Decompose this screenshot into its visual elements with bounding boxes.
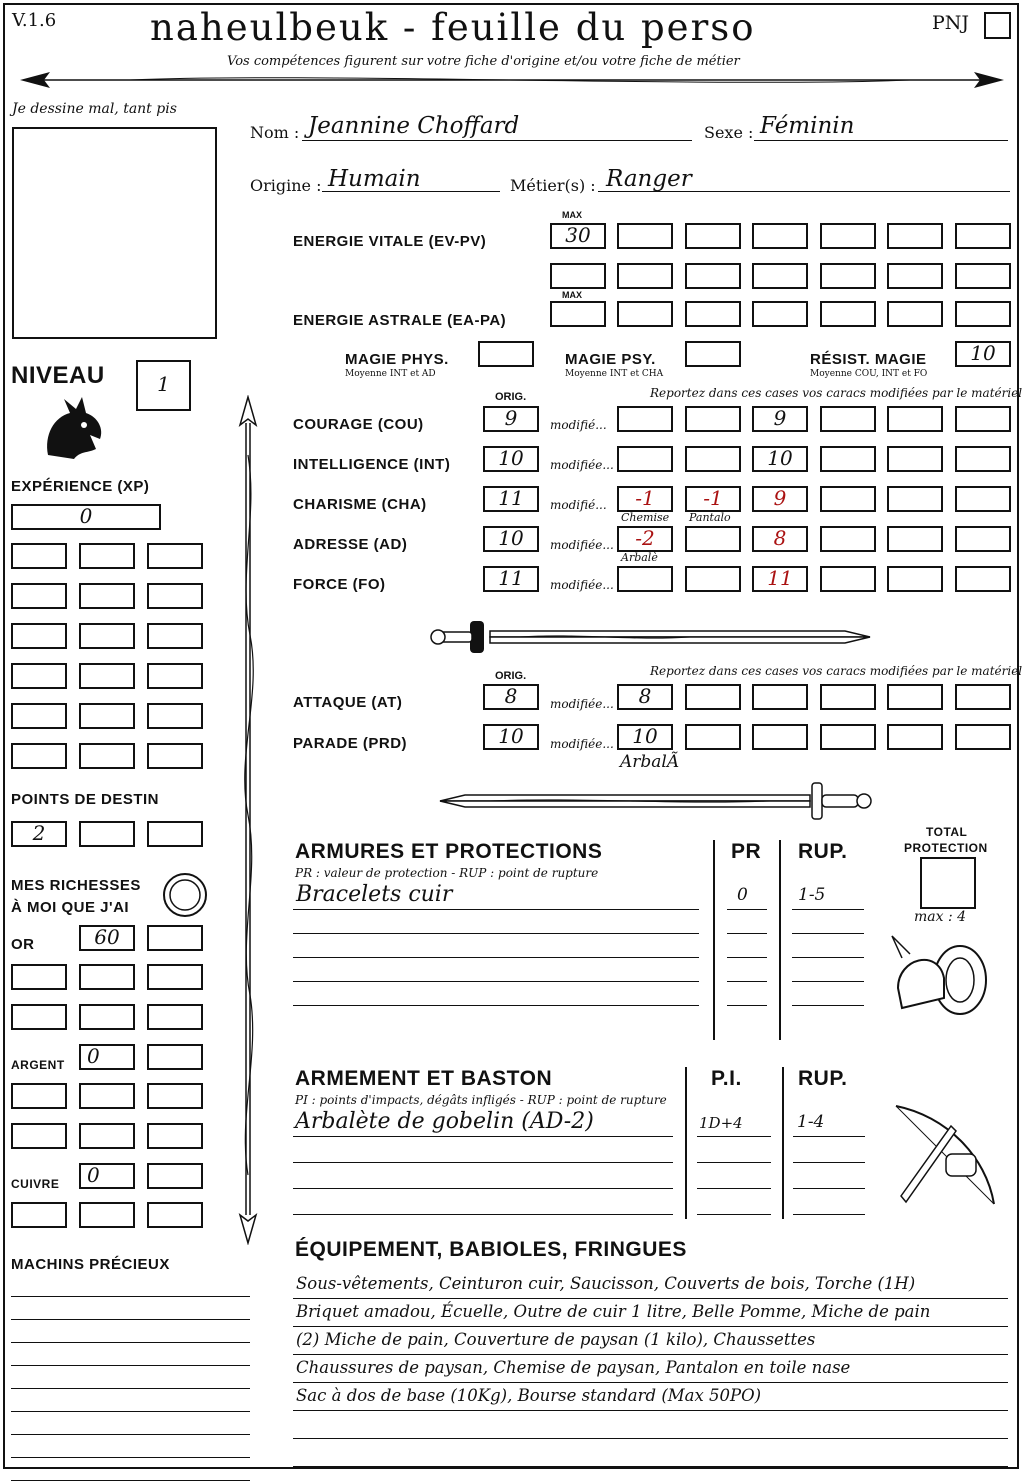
carac-mod-box[interactable] [887,566,943,592]
ea-box-5[interactable] [820,301,876,327]
attaque-mod-value: 8 [638,684,652,708]
caracs-report-note: Reportez dans ces cases vos caracs modifiées par le matériel [650,386,1023,400]
sword-divider-1 [430,615,875,659]
parade-extra-box[interactable] [955,724,1011,750]
xp-grid-box[interactable] [11,663,67,689]
equip-line[interactable] [293,1382,1008,1383]
arme-line[interactable] [293,1214,673,1215]
ev-max-label: MAX [562,210,582,220]
ev-row2-box-3[interactable] [685,263,741,289]
parade-orig-value: 10 [498,724,524,748]
money-box[interactable] [147,1004,203,1030]
ev-box-3[interactable] [685,223,741,249]
xp-grid-box[interactable] [79,743,135,769]
carac-mod-box-value: -1 [635,486,655,510]
armure-line[interactable] [293,909,699,910]
attaque-mod-box[interactable] [617,684,673,710]
metier-label: Métier(s) : [510,176,596,195]
carac-orig-box-value: 11 [498,566,524,590]
armure-line[interactable] [293,957,699,958]
destin-box-1[interactable] [11,821,67,847]
or-box[interactable] [79,925,135,951]
equipement-title: ÉQUIPEMENT, BABIOLES, FRINGUES [295,1238,687,1261]
parade-extra-box[interactable] [752,724,808,750]
carac-orig-box[interactable] [483,486,539,512]
xp-value: 0 [79,504,93,528]
richesses-label-2: À MOI QUE J'AI [11,899,130,916]
carac-mod-box[interactable] [955,526,1011,552]
armures-pr-label: PR [731,840,762,863]
carac-mod-box[interactable] [617,566,673,592]
carac-mod-box[interactable] [752,446,808,472]
ea-box-4[interactable] [752,301,808,327]
carac-mod-box[interactable] [820,526,876,552]
or-box-2[interactable] [147,925,203,951]
machins-line[interactable] [11,1457,250,1458]
sexe-value[interactable]: Féminin [760,113,855,139]
dragon-icon [40,395,108,465]
carac-mod-box-value: 8 [773,526,787,550]
equip-line[interactable] [293,1326,1008,1327]
carac-mod-box[interactable] [820,566,876,592]
armure-pr-line[interactable] [727,909,767,910]
money-box[interactable] [79,1004,135,1030]
argent-box-2[interactable] [147,1044,203,1070]
carac-mod-label: modifié... [550,498,607,512]
armement-pi-label: P.I. [711,1067,742,1090]
destin-label: POINTS DE DESTIN [11,791,160,808]
armure-pr-line[interactable] [727,981,767,982]
cuivre-value: 0 [87,1163,100,1187]
magie-phys-note: Moyenne INT et AD [345,369,436,379]
armure-pr-line[interactable] [727,1005,767,1006]
portrait-caption: Je dessine mal, tant pis [12,101,177,117]
carac-orig-box-value: 10 [498,446,524,470]
ev-row2-box-2[interactable] [617,263,673,289]
resist-magie-box[interactable] [955,341,1011,367]
arme-line[interactable] [293,1162,673,1163]
armement-divider-2 [782,1067,784,1219]
carac-orig-box-value: 10 [498,526,524,550]
carac-mod-box[interactable] [685,566,741,592]
carac-label: INTELLIGENCE (INT) [293,456,451,473]
carac-label: ADRESSE (AD) [293,536,408,553]
money-box[interactable] [79,1123,135,1149]
ev-box-7[interactable] [955,223,1011,249]
origine-value[interactable]: Humain [328,166,421,192]
xp-grid-box[interactable] [11,623,67,649]
attaque-orig-value: 8 [504,684,518,708]
armure-rup-line[interactable] [792,1005,864,1006]
equip-line[interactable] [293,1438,1008,1439]
carac-mod-box-value: -2 [635,526,655,550]
carac-mod-box-value: 9 [773,486,787,510]
machins-line[interactable] [11,1296,250,1297]
parade-label: PARADE (PRD) [293,735,408,752]
equip-line[interactable] [293,1466,1008,1467]
parade-mod-value: 10 [632,724,658,748]
armure-line[interactable] [293,1005,699,1006]
weapons-icon [886,1096,1006,1216]
carac-label: CHARISME (CHA) [293,496,427,513]
carac-mod-box[interactable] [955,566,1011,592]
armement-divider-1 [685,1067,687,1219]
equip-text[interactable]: Chaussures de paysan, Chemise de paysan, Pantalon en toile nase [296,1358,851,1377]
ev-row2-box-7[interactable] [955,263,1011,289]
attaque-extra-box[interactable] [820,684,876,710]
or-label: OR [11,936,35,953]
armure-pr-line[interactable] [727,957,767,958]
armure-pr-line[interactable] [727,933,767,934]
ea-box-3[interactable] [685,301,741,327]
parade-extra-box[interactable] [820,724,876,750]
xp-grid-box[interactable] [147,743,203,769]
richesses-label-1: MES RICHESSES [11,877,141,894]
machins-line[interactable] [11,1319,250,1320]
carac-mod-note: Pantalo [689,511,731,524]
money-box[interactable] [79,1202,135,1228]
attaque-extra-box[interactable] [887,684,943,710]
attaque-mod-label: modifiée... [550,697,614,711]
ev-row2-box-6[interactable] [887,263,943,289]
xp-grid-box[interactable] [147,623,203,649]
carac-mod-box[interactable] [752,486,808,512]
argent-label: ARGENT [11,1058,65,1072]
machins-line[interactable] [11,1388,250,1389]
armure-name[interactable]: Bracelets cuir [296,882,453,907]
money-box[interactable] [147,1083,203,1109]
arme-pi-line[interactable] [697,1188,771,1189]
cuivre-box-2[interactable] [147,1163,203,1189]
or-value: 60 [94,925,120,949]
top-arrow-divider [10,68,1014,92]
carac-mod-label: modifié... [550,418,607,432]
carac-mod-box[interactable] [887,406,943,432]
equip-text[interactable]: Sac à dos de base (10Kg), Bourse standard (Max 50PO) [296,1386,762,1405]
xp-grid-box[interactable] [11,703,67,729]
pnj-label: PNJ [932,12,970,34]
xp-grid-box[interactable] [11,743,67,769]
money-box[interactable] [11,1123,67,1149]
xp-label: EXPÉRIENCE (XP) [11,478,150,495]
sexe-label: Sexe : [704,123,754,142]
armement-rup-label: RUP. [798,1067,848,1090]
xp-grid-box[interactable] [11,543,67,569]
ev-row2-box-1[interactable] [550,263,606,289]
armures-note: PR : valeur de protection - RUP : point de rupture [295,866,599,880]
carac-mod-box[interactable] [887,486,943,512]
carac-mod-box[interactable] [820,446,876,472]
coin-icon [160,870,210,920]
equip-text[interactable]: (2) Miche de pain, Couverture de paysan (1 kilo), Chaussettes [296,1330,816,1349]
arme-pi-line[interactable] [697,1214,771,1215]
caracs-orig-label: ORIG. [495,391,527,403]
xp-grid-box[interactable] [11,583,67,609]
armures-divider-2 [779,840,781,1040]
carac-mod-box[interactable] [955,486,1011,512]
money-box[interactable] [147,1123,203,1149]
arme-name[interactable]: Arbalète de gobelin (AD-2) [295,1109,594,1134]
machins-line[interactable] [11,1342,250,1343]
money-box[interactable] [11,1202,67,1228]
carac-mod-label: modifiée... [550,538,614,552]
attaque-label: ATTAQUE (AT) [293,694,403,711]
equip-line[interactable] [293,1354,1008,1355]
carac-orig-box[interactable] [483,526,539,552]
machins-label: MACHINS PRÉCIEUX [11,1256,170,1273]
carac-mod-note: Arbalè [621,551,658,564]
parade-mod-box[interactable] [617,724,673,750]
ea-label: ENERGIE ASTRALE (EA-PA) [293,312,507,329]
niveau-value: 1 [157,372,170,396]
resist-magie-note: Moyenne COU, INT et FO [810,369,928,379]
armement-title: ARMEMENT ET BASTON [295,1067,553,1090]
ea-box-6[interactable] [887,301,943,327]
xp-grid-box[interactable] [79,623,135,649]
xp-grid-box[interactable] [147,703,203,729]
total-protection-max: max : 4 [914,909,967,925]
helmet-shield-icon [888,928,998,1028]
equip-line[interactable] [293,1410,1008,1411]
carac-mod-note: Chemise [621,511,670,524]
total-protection-box[interactable] [920,857,976,909]
ev-box-5[interactable] [820,223,876,249]
carac-orig-box[interactable] [483,446,539,472]
origine-underline [322,191,500,192]
sword-divider-2 [430,779,875,823]
xp-grid-box[interactable] [147,663,203,689]
equip-line[interactable] [293,1298,1008,1299]
attaque-extra-box[interactable] [752,684,808,710]
ev-row2-box-5[interactable] [820,263,876,289]
carac-mod-box[interactable] [955,406,1011,432]
ev-row2-box-4[interactable] [752,263,808,289]
version-label: V.1.6 [12,10,57,31]
ev-label: ENERGIE VITALE (EV-PV) [293,233,487,250]
magie-psy-note: Moyenne INT et CHA [565,369,664,379]
carac-mod-box[interactable] [820,406,876,432]
parade-extra-box[interactable] [685,724,741,750]
pnj-checkbox[interactable] [984,12,1011,39]
attaque-extra-box[interactable] [685,684,741,710]
xp-grid-box[interactable] [79,663,135,689]
xp-grid-box[interactable] [147,543,203,569]
ea-box-1[interactable] [550,301,606,327]
machins-line[interactable] [11,1411,250,1412]
sheet-subtitle: Vos compétences figurent sur votre fiche d'origine et/ou votre fiche de métier [227,54,740,69]
destin-value: 2 [32,821,46,845]
carac-mod-box-value: 10 [767,446,793,470]
armure-rup-line[interactable] [792,933,864,934]
carac-mod-box[interactable] [617,406,673,432]
magie-psy-label: MAGIE PSY. [565,351,656,368]
argent-box[interactable] [79,1044,135,1070]
attaque-extra-box[interactable] [955,684,1011,710]
total-protection-label-1: TOTAL [926,825,968,839]
nom-label: Nom : [250,123,300,142]
armement-note: PI : points d'impacts, dégâts infligés - RUP : point de rupture [295,1093,667,1107]
armure-rup-line[interactable] [792,957,864,958]
resist-magie-label: RÉSIST. MAGIE [810,351,927,368]
armure-rup[interactable]: 1-5 [798,885,826,905]
destin-box-3[interactable] [147,821,203,847]
parade-extra-box[interactable] [887,724,943,750]
money-box[interactable] [11,964,67,990]
carac-mod-box[interactable] [955,446,1011,472]
cuivre-label: CUIVRE [11,1177,60,1191]
machins-line[interactable] [11,1365,250,1366]
parade-mod-note: ArbalÃ [620,752,680,772]
carac-label: COURAGE (COU) [293,416,424,433]
ev-max-box[interactable] [550,223,606,249]
carac-orig-box[interactable] [483,406,539,432]
spear-divider [228,395,268,1245]
arme-pi[interactable]: 1D+4 [699,1114,743,1132]
attaque-orig-box[interactable] [483,684,539,710]
machins-line[interactable] [11,1434,250,1435]
armure-pr[interactable]: 0 [737,885,748,905]
carac-mod-box[interactable] [752,526,808,552]
carac-mod-box[interactable] [685,526,741,552]
ea-box-7[interactable] [955,301,1011,327]
xp-grid-box[interactable] [79,543,135,569]
carac-mod-box[interactable] [820,486,876,512]
parade-orig-box[interactable] [483,724,539,750]
money-box[interactable] [79,964,135,990]
carac-mod-box[interactable] [752,406,808,432]
magie-phys-box[interactable] [478,341,534,367]
armures-divider-1 [713,840,715,1040]
armures-title: ARMURES ET PROTECTIONS [295,840,603,863]
argent-value: 0 [87,1044,100,1068]
carac-label: FORCE (FO) [293,576,386,593]
arme-line[interactable] [293,1136,673,1137]
carac-mod-box[interactable] [685,486,741,512]
money-box[interactable] [79,1083,135,1109]
portrait-box[interactable] [12,127,217,339]
arme-rup-line[interactable] [793,1162,865,1163]
combat-report-note: Reportez dans ces cases vos caracs modifiées par le matériel [650,664,1023,678]
arme-pi-line[interactable] [697,1162,771,1163]
armure-rup-line[interactable] [792,909,864,910]
carac-mod-box[interactable] [685,446,741,472]
arme-rup[interactable]: 1-4 [797,1112,825,1132]
carac-mod-box[interactable] [685,406,741,432]
nom-underline [302,140,692,141]
nom-value[interactable]: Jeannine Choffard [308,113,520,139]
xp-grid-box[interactable] [79,583,135,609]
carac-mod-label: modifiée... [550,578,614,592]
ev-max-value: 30 [565,223,591,247]
total-protection-label-2: PROTECTION [904,841,988,855]
armure-line[interactable] [293,933,699,934]
carac-mod-box[interactable] [752,566,808,592]
carac-mod-label: modifiée... [550,458,614,472]
carac-mod-box[interactable] [617,526,673,552]
carac-orig-box-value: 9 [504,406,518,430]
carac-mod-box[interactable] [887,526,943,552]
money-box[interactable] [11,1083,67,1109]
metier-value[interactable]: Ranger [606,166,692,192]
metier-underline [598,191,1010,192]
ev-box-2[interactable] [617,223,673,249]
armure-line[interactable] [293,981,699,982]
cuivre-box[interactable] [79,1163,135,1189]
money-box[interactable] [11,1004,67,1030]
ev-box-4[interactable] [752,223,808,249]
niveau-box[interactable] [136,360,191,411]
magie-psy-box[interactable] [685,341,741,367]
arme-rup-line[interactable] [793,1214,865,1215]
money-box[interactable] [147,964,203,990]
ea-box-2[interactable] [617,301,673,327]
sexe-underline [754,140,1008,141]
arme-line[interactable] [293,1188,673,1189]
carac-mod-box[interactable] [617,486,673,512]
xp-grid-box[interactable] [147,583,203,609]
carac-mod-box-value: -1 [703,486,723,510]
destin-box-2[interactable] [79,821,135,847]
resist-magie-value: 10 [970,341,996,365]
equip-text[interactable]: Sous-vêtements, Ceinturon cuir, Saucisson, Couverts de bois, Torche (1H) [296,1274,916,1293]
arme-rup-line[interactable] [793,1136,865,1137]
xp-box[interactable] [11,504,161,530]
armure-rup-line[interactable] [792,981,864,982]
arme-pi-line[interactable] [697,1136,771,1137]
origine-label: Origine : [250,176,322,195]
arme-rup-line[interactable] [793,1188,865,1189]
carac-mod-box[interactable] [617,446,673,472]
ev-box-6[interactable] [887,223,943,249]
armures-rup-label: RUP. [798,840,848,863]
carac-mod-box-value: 9 [773,406,787,430]
carac-orig-box-value: 11 [498,486,524,510]
parade-mod-label: modifiée... [550,737,614,751]
carac-mod-box[interactable] [887,446,943,472]
money-box[interactable] [147,1202,203,1228]
ea-max-label: MAX [562,290,582,300]
xp-grid-box[interactable] [79,703,135,729]
sheet-title: naheulbeuk - feuille du perso [150,6,756,49]
carac-mod-box-value: 11 [767,566,793,590]
magie-phys-label: MAGIE PHYS. [345,351,449,368]
combat-orig-label: ORIG. [495,670,527,682]
equip-text[interactable]: Briquet amadou, Écuelle, Outre de cuir 1 litre, Belle Pomme, Miche de pain [296,1302,931,1321]
niveau-label: NIVEAU [11,362,105,389]
carac-orig-box[interactable] [483,566,539,592]
